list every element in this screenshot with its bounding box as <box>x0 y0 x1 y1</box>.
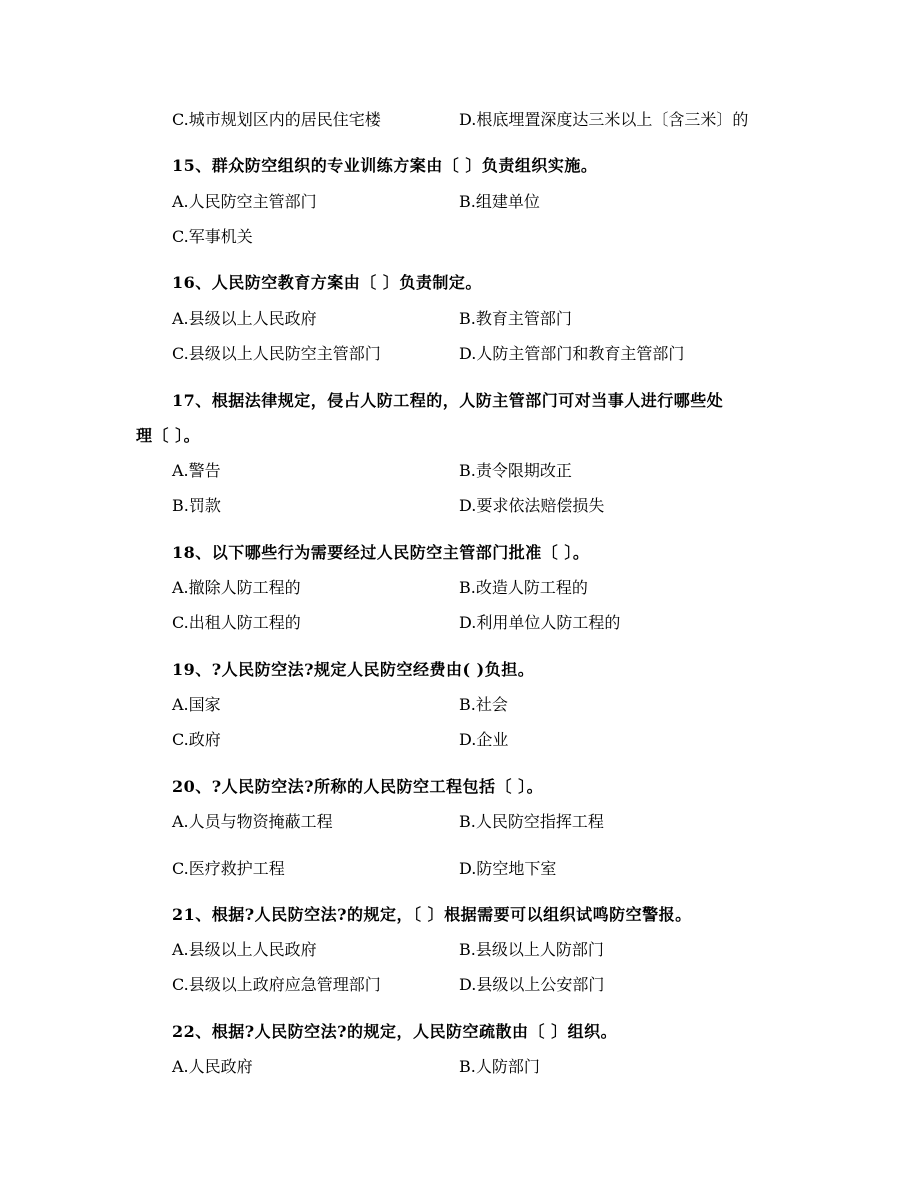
question-16 <box>0 269 920 297</box>
option-b: B.人防部门 <box>459 1057 540 1076</box>
question-17-continuation <box>0 422 920 450</box>
question-21 <box>0 901 920 929</box>
option-a: A.人员与物资掩蔽工程 <box>172 812 333 831</box>
option-row <box>0 188 920 216</box>
option-b: B.组建单位 <box>459 192 540 211</box>
question-18 <box>0 539 920 567</box>
option-d: D.企业 <box>459 730 509 749</box>
option-row <box>0 574 920 602</box>
option-d: D.根底埋置深度达三米以上〔含三米〕的 <box>459 110 749 129</box>
option-d: D.要求依法赔偿损失 <box>459 496 605 515</box>
option-row <box>0 691 920 719</box>
question-20 <box>0 773 920 801</box>
option-b: B.改造人防工程的 <box>459 578 588 597</box>
option-row <box>0 971 920 999</box>
question-17 <box>0 387 920 415</box>
option-c: C.城市规划区内的居民住宅楼 <box>172 110 381 129</box>
question-stem: 19、?人民防空法?规定人民防空经费由( )负担。 <box>172 660 535 679</box>
option-row <box>0 808 920 836</box>
question-stem-continuation: 理〔 〕。 <box>136 426 201 445</box>
option-b: B.教育主管部门 <box>459 309 572 328</box>
option-row <box>0 223 920 251</box>
option-row <box>0 726 920 754</box>
continued-option-row <box>0 106 920 134</box>
question-stem: 18、以下哪些行为需要经过人民防空主管部门批准〔 〕。 <box>172 543 590 562</box>
option-c: C.政府 <box>172 730 221 749</box>
option-row <box>0 305 920 333</box>
option-c: C.县级以上政府应急管理部门 <box>172 975 381 994</box>
question-stem: 17、根据法律规定，侵占人防工程的，人防主管部门可对当事人进行哪些处 <box>172 391 724 410</box>
option-a: A.撤除人防工程的 <box>172 578 301 597</box>
option-row <box>0 340 920 368</box>
option-a: A.人民防空主管部门 <box>172 192 317 211</box>
option-c: B.罚款 <box>172 496 221 515</box>
option-d: D.人防主管部门和教育主管部门 <box>459 344 685 363</box>
option-a: A.县级以上人民政府 <box>172 940 317 959</box>
option-a: A.人民政府 <box>172 1057 253 1076</box>
option-d: D.防空地下室 <box>459 859 557 878</box>
question-stem: 21、根据?人民防空法?的规定，〔 〕根据需要可以组织试鸣防空警报。 <box>172 905 692 924</box>
option-a: A.县级以上人民政府 <box>172 309 317 328</box>
option-row <box>0 936 920 964</box>
option-b: B.县级以上人防部门 <box>459 940 604 959</box>
option-b: B.责令限期改正 <box>459 461 572 480</box>
question-stem: 20、?人民防空法?所称的人民防空工程包括〔 〕。 <box>172 777 544 796</box>
question-stem: 16、人民防空教育方案由〔 〕负责制定。 <box>172 273 482 292</box>
option-c: C.县级以上人民防空主管部门 <box>172 344 381 363</box>
option-c: C.医疗救护工程 <box>172 859 285 878</box>
option-b: B.社会 <box>459 695 508 714</box>
option-row <box>0 457 920 485</box>
option-row <box>0 609 920 637</box>
option-c: C.军事机关 <box>172 227 253 246</box>
option-row <box>0 855 920 883</box>
option-a: A.警告 <box>172 461 221 480</box>
question-19 <box>0 656 920 684</box>
option-c: C.出租人防工程的 <box>172 613 301 632</box>
question-22 <box>0 1018 920 1046</box>
option-d: D.县级以上公安部门 <box>459 975 605 994</box>
option-row <box>0 492 920 520</box>
option-b: B.人民防空指挥工程 <box>459 812 604 831</box>
option-row <box>0 1053 920 1081</box>
question-stem: 15、群众防空组织的专业训练方案由〔 〕负责组织实施。 <box>172 156 598 175</box>
question-stem: 22、根据?人民防空法?的规定，人民防空疏散由〔 〕组织。 <box>172 1022 618 1041</box>
question-15 <box>0 152 920 180</box>
option-a: A.国家 <box>172 695 221 714</box>
option-d: D.利用单位人防工程的 <box>459 613 621 632</box>
